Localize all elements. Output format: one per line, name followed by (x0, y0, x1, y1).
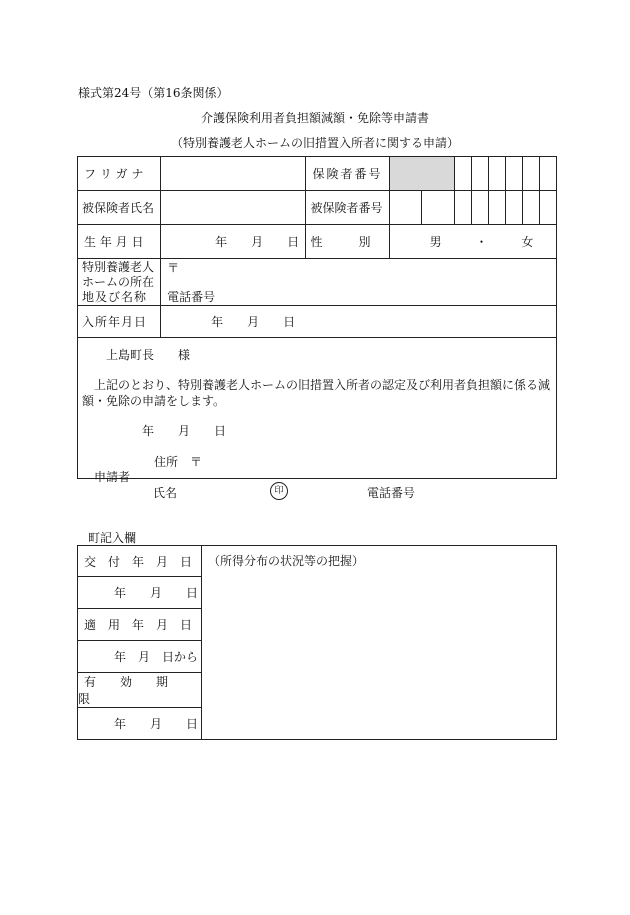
insurer-number-label: 保険者番号 (306, 157, 389, 191)
male-option[interactable]: 男 (429, 235, 442, 249)
application-table (77, 156, 557, 484)
issue-date-value[interactable]: 年 月 日 (78, 577, 202, 609)
applicant-phone-label: 電話番号 (367, 486, 416, 500)
birthdate-label: 生 年 月 日 (78, 225, 161, 259)
declaration-block (78, 338, 557, 484)
insurer-digit-5[interactable] (522, 157, 539, 191)
declaration-body-line2: 額・免除の申請をします。 (82, 394, 226, 408)
insured-digit-6[interactable] (505, 191, 522, 225)
income-note: （所得分布の状況等の把握） (208, 554, 365, 568)
insurer-digit-6[interactable] (539, 157, 556, 191)
insured-digit-1[interactable] (389, 191, 422, 225)
valid-until-value[interactable]: 年 月 日 (78, 708, 202, 740)
town-table (77, 545, 557, 740)
income-note-area[interactable] (202, 546, 557, 740)
insured-number-label: 被保険者番号 (306, 191, 389, 225)
apply-date-value[interactable]: 年 月 日から (78, 641, 202, 673)
seal-mark: 印 (270, 482, 288, 500)
valid-until-label: 有 効 期 限 (78, 673, 202, 708)
birthdate-input[interactable]: 年 月 日 (161, 225, 306, 259)
insured-digit-3[interactable] (454, 191, 471, 225)
insured-digit-5[interactable] (488, 191, 505, 225)
form-number: 様式第24号（第16条関係） (78, 86, 229, 100)
insured-digit-7[interactable] (522, 191, 539, 225)
insurer-digit-4[interactable] (505, 157, 522, 191)
declaration-body-line1: 上記のとおり、特別養護老人ホームの旧措置入所者の認定及び利用者負担額に係る減 (94, 378, 551, 392)
insurer-number-shaded (389, 157, 454, 191)
form-subtitle: （特別養護老人ホームの旧措置入所者に関する申請） (170, 136, 459, 150)
insured-digit-4[interactable] (471, 191, 488, 225)
insured-digit-2[interactable] (422, 191, 455, 225)
address-label[interactable]: 住所 〒 (154, 455, 203, 469)
insurer-digit-3[interactable] (488, 157, 505, 191)
declaration-date[interactable]: 年 月 日 (142, 424, 227, 438)
facility-input[interactable] (161, 259, 557, 306)
insured-name-label: 被保険者氏名 (78, 191, 161, 225)
town-section-heading: 町記入欄 (88, 531, 137, 545)
insured-name-input[interactable] (161, 191, 306, 225)
insurer-digit-2[interactable] (471, 157, 488, 191)
applicant-label: 申請者 (94, 470, 131, 484)
admission-date-input[interactable]: 年 月 日 (161, 306, 557, 338)
furigana-label: フ リ ガ ナ (78, 157, 161, 191)
postal-mark: 〒 (167, 261, 180, 275)
furigana-input[interactable] (161, 157, 306, 191)
issue-date-label: 交 付 年 月 日 (78, 546, 202, 577)
sex-options[interactable] (389, 225, 556, 259)
insured-digit-8[interactable] (539, 191, 556, 225)
addressee: 上島町長 様 (106, 348, 191, 362)
admission-date-label: 入所年月日 (78, 306, 161, 338)
apply-date-label: 適 用 年 月 日 (78, 609, 202, 641)
separator-dot: ・ (475, 235, 488, 249)
facility-label: 特別養護老人 ホームの所在 地及び名称 (78, 259, 161, 306)
facility-phone-label: 電話番号 (167, 290, 216, 304)
female-option[interactable]: 女 (521, 235, 534, 249)
sex-label: 性 別 (306, 225, 389, 259)
insurer-digit-1[interactable] (454, 157, 471, 191)
form-title: 介護保険利用者負担額減額・免除等申請書 (200, 111, 429, 125)
applicant-name-label: 氏名 (153, 486, 178, 500)
